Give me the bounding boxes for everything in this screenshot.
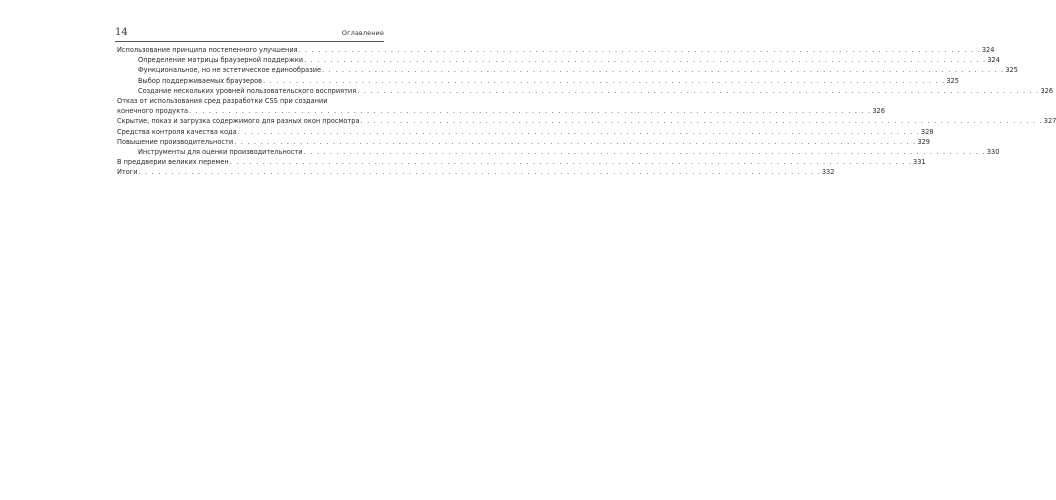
toc-entry-page: 325 (1005, 66, 1018, 75)
toc-entry-title: Повышение производительности (117, 137, 234, 146)
toc-entry-title: Итоги (117, 168, 138, 177)
toc-entry-page: 331 (913, 158, 926, 167)
page-number: 14 (115, 27, 128, 38)
toc-entry[interactable] (117, 116, 1056, 126)
toc-entry[interactable] (117, 127, 934, 137)
header-rule (115, 41, 384, 42)
dot-leader (189, 106, 871, 116)
dot-leader (139, 167, 821, 177)
toc-entry-page: 326 (1040, 86, 1054, 95)
toc-entry-title: Использование принципа постепенного улучшения (117, 46, 298, 54)
toc-entry[interactable] (117, 86, 1054, 96)
toc-entry-title: В преддверии великих перемен (117, 158, 229, 167)
toc-entry-page: 330 (986, 148, 1000, 157)
toc-entry[interactable] (117, 96, 885, 116)
dot-leader (234, 137, 916, 147)
toc-entry-page: 328 (920, 127, 934, 136)
toc-entry[interactable] (117, 55, 1000, 65)
toc-entry-page: 329 (917, 137, 930, 146)
toc-entry-title: Функциональное, но не эстетическое единообразие (138, 66, 322, 75)
toc-entry[interactable] (117, 76, 959, 86)
toc-entry-page: 324 (981, 46, 995, 54)
toc-entry-title: Выбор поддерживаемых браузеров (138, 76, 263, 85)
toc-entry[interactable] (117, 45, 995, 55)
toc-entry-page: 324 (987, 56, 1000, 65)
toc-entry-page: 326 (872, 107, 885, 116)
dot-leader (304, 55, 986, 65)
toc-entry-title: Определение матрицы браузерной поддержки (138, 56, 304, 65)
dot-leader (304, 147, 986, 157)
dot-leader (357, 86, 1039, 96)
dot-leader (230, 157, 912, 167)
toc-entry-page: 325 (946, 76, 959, 85)
dot-leader (299, 45, 981, 55)
toc-entry[interactable] (117, 157, 926, 167)
toc-entry-title: Создание нескольких уровней пользовательского восприятия (138, 86, 357, 95)
toc-entry-page: 327 (1043, 117, 1056, 126)
dot-leader (361, 116, 1043, 126)
dot-leader (238, 127, 920, 137)
toc-entry-title: Средства контроля качества кода (117, 127, 237, 136)
running-head: Оглавление (341, 29, 384, 37)
toc-entry[interactable] (117, 147, 1000, 157)
toc-entry[interactable] (117, 137, 930, 147)
toc-entry[interactable] (117, 167, 835, 177)
table-of-contents (117, 45, 1056, 178)
toc-entry-title: конечного продукта (117, 107, 189, 116)
toc-entry-page: 332 (821, 168, 835, 177)
toc-entry-title: Инструменты для оценки производительности (138, 148, 303, 157)
toc-entry[interactable] (117, 65, 1018, 75)
dot-leader (322, 65, 1004, 75)
toc-entry-title: Скрытие, показ и загрузка содержимого для разных окон просмотра (117, 117, 360, 126)
toc-entry-title-line1: Отказ от использования сред разработки CSS при создании (117, 97, 328, 106)
dot-leader (263, 76, 945, 86)
